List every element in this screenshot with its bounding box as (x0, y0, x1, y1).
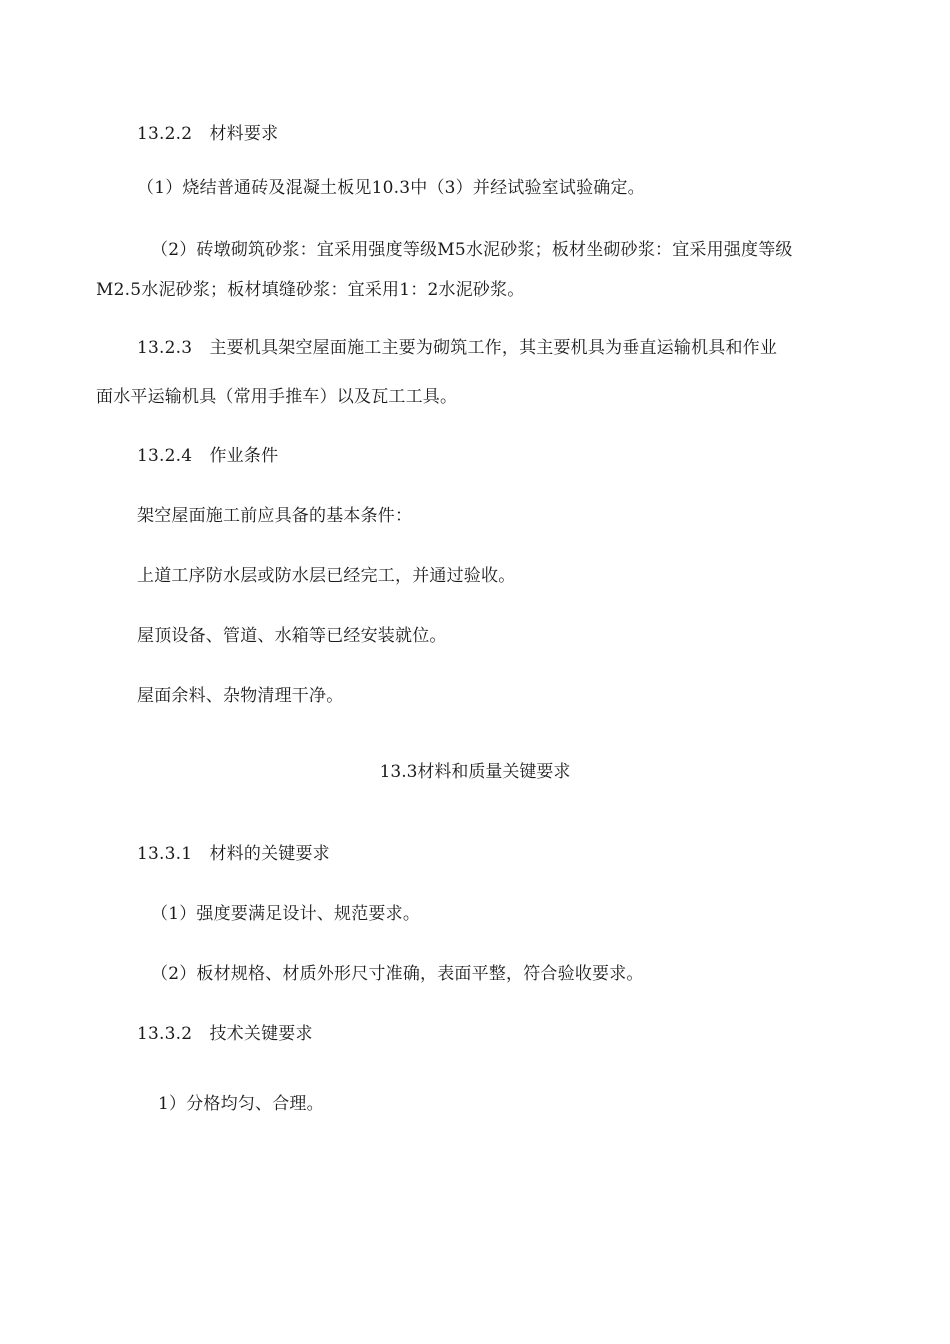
paragraph-key-requirement-1: （1）强度要满足设计、规范要求。 (151, 904, 421, 924)
paragraph-material-2-line-2: M2.5水泥砂浆；板材填缝砂浆：宜采用1：2水泥砂浆。 (96, 280, 525, 300)
section-13-2-3-line-1: 13.2.3 主要机具架空屋面施工主要为砌筑工作，其主要机具为垂直运输机具和作业 (137, 338, 778, 358)
paragraph-condition-1: 上道工序防水层或防水层已经完工，并通过验收。 (137, 566, 516, 586)
section-13-3-1: 13.3.1 材料的关键要求 (137, 844, 330, 864)
section-13-2-4: 13.2.4 作业条件 (137, 446, 279, 466)
paragraph-conditions-intro: 架空屋面施工前应具备的基本条件： (137, 506, 413, 526)
paragraph-material-1: （1）烧结普通砖及混凝土板见10.3中（3）并经试验室试验确定。 (137, 178, 645, 198)
paragraph-material-2-line-1: （2）砖墩砌筑砂浆：宜采用强度等级M5水泥砂浆；板材坐砌砂浆：宜采用强度等级 (151, 240, 793, 260)
paragraph-condition-3: 屋面余料、杂物清理干净。 (137, 686, 344, 706)
paragraph-technical-requirement-1: 1）分格均匀、合理。 (158, 1094, 324, 1114)
paragraph-key-requirement-2: （2）板材规格、材质外形尺寸准确，表面平整，符合验收要求。 (151, 964, 644, 984)
section-13-2-2: 13.2.2 材料要求 (137, 124, 279, 144)
paragraph-condition-2: 屋顶设备、管道、水箱等已经安装就位。 (137, 626, 447, 646)
section-13-2-3-line-2: 面水平运输机具（常用手推车）以及瓦工工具。 (96, 387, 458, 407)
section-heading-13-3: 13.3材料和质量关键要求 (379, 762, 571, 782)
section-13-3-2: 13.3.2 技术关键要求 (137, 1024, 313, 1044)
